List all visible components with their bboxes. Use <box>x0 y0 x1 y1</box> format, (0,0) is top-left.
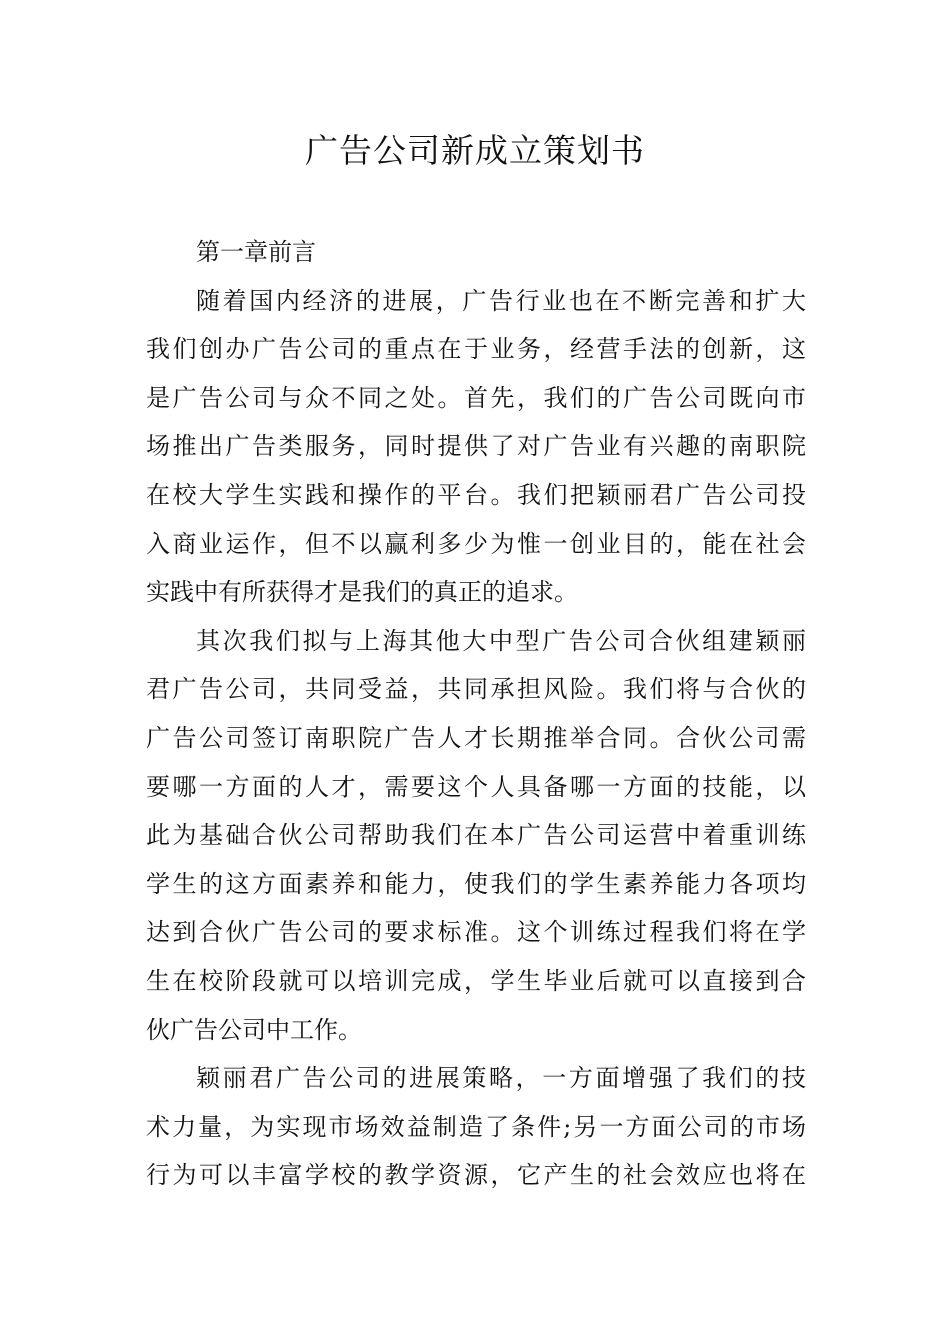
text-line: 伙广告公司中工作。 <box>146 1015 362 1044</box>
text-line: 入商业运作，但不以赢利多少为惟一创业目的，能在社会 <box>146 529 806 558</box>
text-line: 是广告公司与众不同之处。首先，我们的广告公司既向市 <box>146 383 806 412</box>
text-line: 在校大学生实践和操作的平台。我们把颖丽君广告公司投 <box>146 480 806 509</box>
document-body <box>146 228 806 1200</box>
text-line: 生在校阶段就可以培训完成，学生毕业后就可以直接到合 <box>146 966 806 995</box>
text-line: 此为基础合伙公司帮助我们在本广告公司运营中着重训练 <box>146 821 806 850</box>
text-line: 行为可以丰富学校的教学资源，它产生的社会效应也将在 <box>146 1161 806 1190</box>
text-line: 君广告公司，共同受益，共同承担风险。我们将与合伙的 <box>146 675 806 704</box>
text-line: 场推出广告类服务，同时提供了对广告业有兴趣的南职院 <box>146 432 806 461</box>
text-line: 达到合伙广告公司的要求标准。这个训练过程我们将在学 <box>146 918 806 947</box>
text-line: 我们创办广告公司的重点在于业务，经营手法的创新，这 <box>146 335 806 364</box>
text-line: 术力量，为实现市场效益制造了条件;另一方面公司的市场 <box>146 1112 806 1141</box>
text-line: 实践中有所获得才是我们的真正的追求。 <box>146 578 578 607</box>
text-line: 要哪一方面的人才，需要这个人具备哪一方面的技能，以 <box>146 772 806 801</box>
text-line: 学生的这方面素养和能力，使我们的学生素养能力各项均 <box>146 869 806 898</box>
text-line: 颖丽君广告公司的进展策略，一方面增强了我们的技 <box>196 1064 806 1093</box>
text-line: 广告公司签订南职院广告人才长期推举合同。合伙公司需 <box>146 723 806 752</box>
document-title: 广告公司新成立策划书 <box>305 131 645 170</box>
text-line: 第一章前言 <box>196 238 316 266</box>
text-line: 其次我们拟与上海其他大中型广告公司合伙组建颖丽 <box>196 626 806 655</box>
text-line: 随着国内经济的进展，广告行业也在不断完善和扩大 <box>196 286 806 315</box>
